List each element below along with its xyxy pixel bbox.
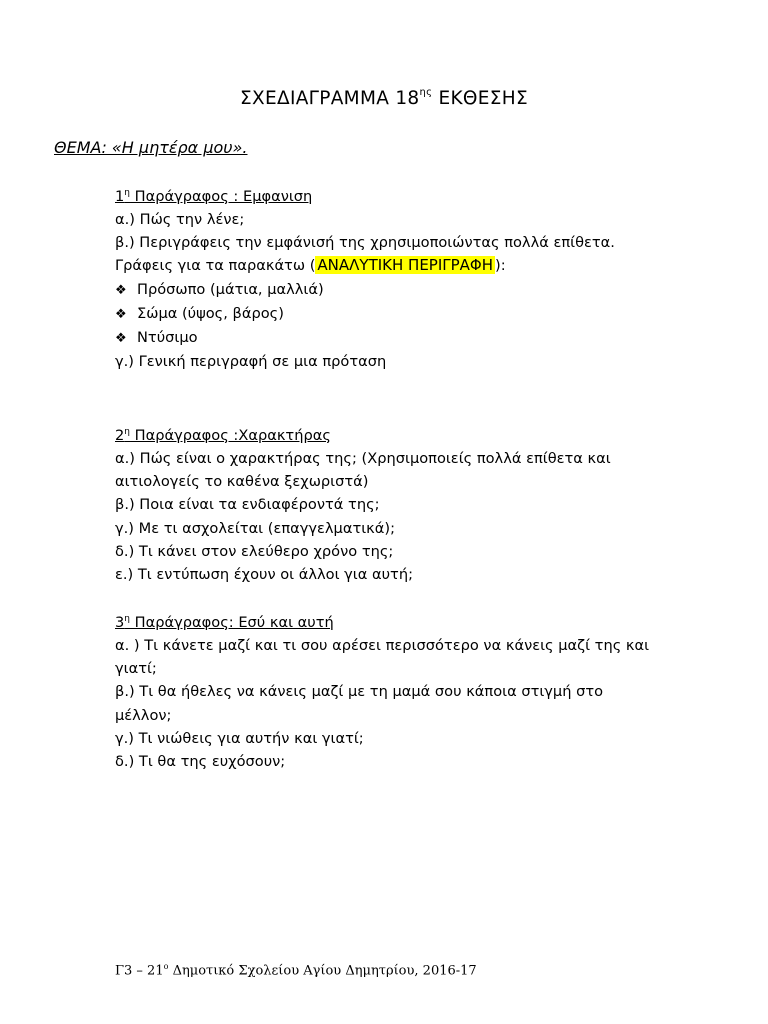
item-g: γ.) Γενική περιγραφή σε μια πρόταση	[115, 353, 387, 371]
theme-line: ΘΕΜΑ: «Η μητέρα μου».	[54, 138, 248, 157]
bullet-text: Ντύσιμο	[137, 329, 198, 347]
bullet-item	[115, 278, 675, 302]
item-g: γ.) Με τι ασχολείται (επαγγελματικά);	[115, 519, 396, 537]
item-c	[115, 254, 675, 277]
heading-text: Παράγραφος: Εσύ και αυτή	[130, 613, 334, 631]
heading-text: Παράγραφος : Εμφανιση	[130, 187, 313, 205]
footer-text-end: Δημοτικό Σχολείου Αγίου Δημητρίου, 2016-17	[168, 963, 477, 979]
section-3	[115, 608, 675, 773]
item-a: α. ) Τι κάνετε μαζί και τι σου αρέσει περισσότερο να κάνεις μαζί της και	[115, 637, 650, 655]
item-a: α.) Πώς την λένε;	[115, 211, 245, 229]
diamond-bullet-icon: ❖	[115, 331, 127, 347]
item-b: β.) Ποια είναι τα ενδιαφέροντά της;	[115, 496, 380, 514]
footer-text: Γ3 – 21	[115, 963, 164, 979]
diamond-bullet-icon: ❖	[115, 282, 127, 298]
section-3-heading	[115, 608, 675, 634]
item-g: γ.) Τι νιώθεις για αυτήν και γιατί;	[115, 729, 364, 747]
footer-superscript: ο	[163, 962, 169, 971]
heading-superscript: η	[124, 427, 131, 437]
section-2-heading	[115, 421, 675, 447]
diamond-bullet-icon: ❖	[115, 306, 127, 322]
page-footer	[115, 962, 477, 978]
item-d: δ.) Τι κάνει στον ελεύθερο χρόνο της;	[115, 542, 394, 560]
item-d: δ.) Τι θα της ευχόσουν;	[115, 753, 286, 771]
item-c-pre: Γράφεις για τα παρακάτω (	[115, 257, 316, 275]
item-b: β.) Τι θα ήθελες να κάνεις μαζί με τη μαμά σου κάποια στιγμή στο	[115, 683, 604, 701]
highlighted-text: ΑΝΑΛΥΤΙΚΗ ΠΕΡΙΓΡΑΦΗ	[317, 256, 494, 275]
item-e: ε.) Τι εντύπωση έχουν οι άλλοι για αυτή;	[115, 566, 414, 584]
heading-superscript: η	[124, 188, 131, 198]
title-text: ΣΧΕΔΙΑΓΡΑΜΜΑ 18	[240, 88, 420, 109]
item-a: α.) Πώς είναι ο χαρακτήρας της; (Χρησιμοποιείς πολλά επίθετα και	[115, 450, 611, 468]
title-text-end: ΕΚΘΕΣΗΣ	[432, 88, 528, 109]
section-1-heading	[115, 182, 675, 208]
heading-text: Παράγραφος :Χαρακτήρας	[130, 426, 331, 444]
item-b: β.) Περιγράφεις την εμφάνισή της χρησιμοποιώντας πολλά επίθετα.	[115, 234, 615, 252]
item-c-post: ):	[495, 257, 506, 275]
bullet-item	[115, 326, 675, 350]
item-a-cont: γιατί;	[115, 660, 157, 678]
bullet-text: Σώμα (ύψος, βάρος)	[137, 304, 284, 322]
heading-number: 3	[115, 613, 125, 631]
item-b-cont: μέλλον;	[115, 706, 172, 724]
heading-number: 1	[115, 187, 125, 205]
bullet-item	[115, 302, 675, 326]
heading-number: 2	[115, 426, 125, 444]
page-title	[0, 88, 768, 109]
item-a-cont: αιτιολογείς το καθένα ξεχωριστά)	[115, 473, 369, 491]
section-2	[115, 421, 675, 586]
section-1	[115, 182, 675, 373]
bullet-text: Πρόσωπο (μάτια, μαλλιά)	[137, 280, 324, 298]
heading-superscript: η	[124, 614, 131, 624]
title-superscript: ης	[419, 86, 433, 98]
